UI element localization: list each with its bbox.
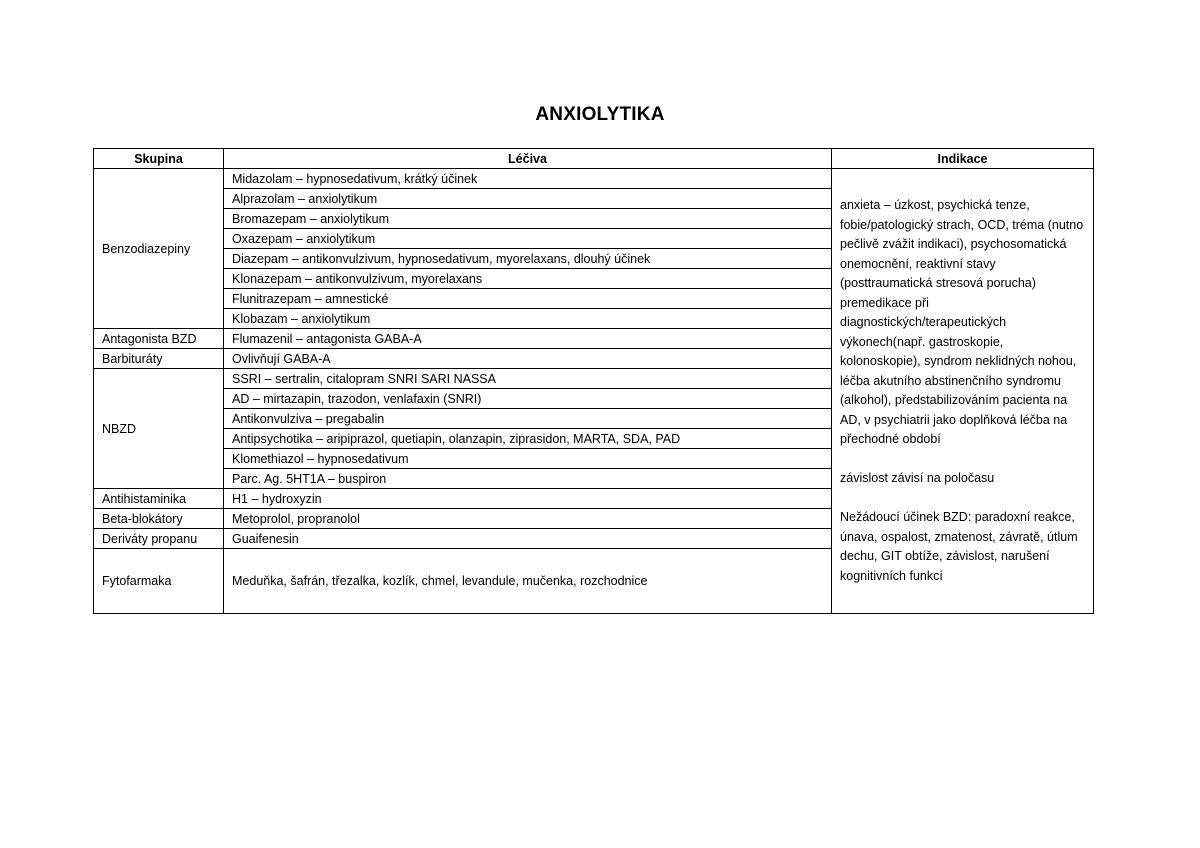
header-drugs: Léčiva [224, 149, 832, 169]
drug-cell: Diazepam – antikonvulzivum, hypnosedativum, myorelaxans, dlouhý účinek [224, 249, 832, 269]
drug-cell: Parc. Ag. 5HT1A – buspiron [224, 469, 832, 489]
drug-cell: Metoprolol, propranolol [224, 509, 832, 529]
drug-cell: Ovlivňují GABA-A [224, 349, 832, 369]
group-name-cell: Barbituráty [94, 349, 224, 369]
drug-cell: Alprazolam – anxiolytikum [224, 189, 832, 209]
spacer [840, 488, 1085, 508]
drug-cell: Klobazam – anxiolytikum [224, 309, 832, 329]
drug-cell: Meduňka, šafrán, třezalka, kozlík, chmel, levandule, mučenka, rozchodnice [224, 549, 832, 614]
drug-cell: Antikonvulziva – pregabalin [224, 409, 832, 429]
indications-main-text: anxieta – úzkost, psychická tenze, fobie/patologický strach, OCD, tréma (nutno pečlivě zvážit indikaci), psychosomatická onemocnění, reaktivní stavy (posttraumatická stresová porucha) premedikace při diagnostických/terapeutických výkonech(např. gastroskopie, kolonoskopie), syndrom neklidných nohou, léčba akutního abstinenčního syndromu (alkohol), předstabilizováním pacienta na AD, v psychiatrii jako doplňková léčba na přechodné období [840, 198, 1084, 446]
indications-dependence-text: závislost závisí na poločasu [840, 470, 995, 485]
drug-cell: Klomethiazol – hypnosedativum [224, 449, 832, 469]
table-body [94, 169, 1094, 614]
drug-cell: Flumazenil – antagonista GABA-A [224, 329, 832, 349]
header-group: Skupina [94, 149, 224, 169]
drug-table [93, 148, 1094, 614]
indications-cell [832, 169, 1094, 614]
drug-cell: AD – mirtazapin, trazodon, venlafaxin (SNRI) [224, 389, 832, 409]
group-name-cell: NBZD [94, 369, 224, 489]
group-name-cell: Fytofarmaka [94, 549, 224, 614]
spacer [840, 450, 1085, 469]
group-name-cell: Deriváty propanu [94, 529, 224, 549]
table-header-row [94, 149, 1094, 169]
group-name-cell: Beta-blokátory [94, 509, 224, 529]
drug-cell: Bromazepam – anxiolytikum [224, 209, 832, 229]
page-title: ANXIOLYTIKA [535, 104, 665, 125]
drug-cell: Guaifenesin [224, 529, 832, 549]
drug-cell: H1 – hydroxyzin [224, 489, 832, 509]
indications-side-effects-text: Nežádoucí účinek BZD: paradoxní reakce, únava, ospalost, zmatenost, závratě, útlum dechu, GIT obtíže, závislost, narušení kognitivních funkcí [840, 510, 1078, 583]
group-name-cell: Benzodiazepiny [94, 169, 224, 329]
drug-cell: Oxazepam – anxiolytikum [224, 229, 832, 249]
drug-cell: Midazolam – hypnosedativum, krátký účinek [224, 169, 832, 189]
header-indications: Indikace [832, 149, 1094, 169]
drug-cell: Antipsychotika – aripiprazol, quetiapin, olanzapin, ziprasidon, MARTA, SDA, PAD [224, 429, 832, 449]
group-name-cell: Antihistaminika [94, 489, 224, 509]
table-row [94, 169, 1094, 189]
drug-cell: Flunitrazepam – amnestické [224, 289, 832, 309]
drug-cell: SSRI – sertralin, citalopram SNRI SARI NASSA [224, 369, 832, 389]
drug-cell: Klonazepam – antikonvulzivum, myorelaxans [224, 269, 832, 289]
group-name-cell: Antagonista BZD [94, 329, 224, 349]
